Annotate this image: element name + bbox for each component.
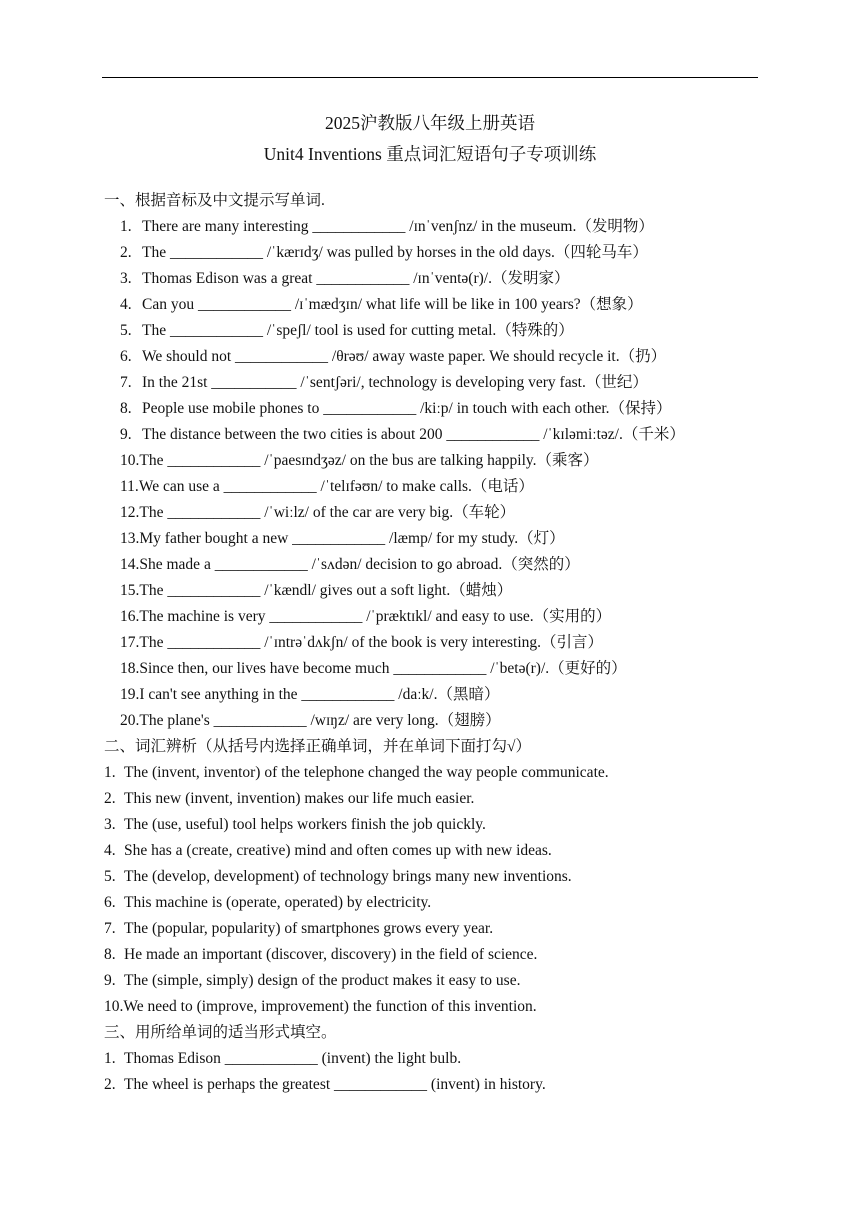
exercise-item: 11.We can use a ____________ /ˈtelɪfəʊn/ to make calls.（电话） [120, 478, 534, 495]
exercise-item: 1. Thomas Edison ____________ (invent) the light bulb. [104, 1050, 462, 1067]
exercise-item: 4. She has a (create, creative) mind and often comes up with new ideas. [104, 842, 552, 859]
exercise-item: 4. Can you ____________ /ɪˈmædʒɪn/ what life will be like in 100 years?（想象） [120, 296, 643, 313]
exercise-item: 2. The wheel is perhaps the greatest ____________ (invent) in history. [104, 1076, 546, 1093]
document-title: 2025沪教版八年级上册英语 [325, 113, 535, 133]
exercise-item: 17.The ____________ /ˈɪntrəˈdʌkʃn/ of the book is very interesting.（引言） [120, 634, 604, 651]
exercise-item: 6. We should not ____________ /θrəʊ/ away waste paper. We should recycle it.（扔） [120, 348, 667, 365]
section1-heading: 一、根据音标及中文提示写单词. [104, 192, 325, 209]
exercise-item: 16.The machine is very ____________ /ˈpræktɪkl/ and easy to use.（实用的） [120, 608, 612, 625]
exercise-item: 7. The (popular, popularity) of smartphones grows every year. [104, 920, 494, 937]
exercise-item: 14.She made a ____________ /ˈsʌdən/ decision to go abroad.（突然的） [120, 556, 580, 573]
exercise-item: 3. Thomas Edison was a great ____________ /ɪnˈventə(r)/.（发明家） [120, 270, 570, 287]
document-subtitle: Unit4 Inventions 重点词汇短语句子专项训练 [263, 144, 597, 164]
exercise-item: 13.My father bought a new ____________ /læmp/ for my study.（灯） [120, 530, 565, 547]
header-rule [102, 77, 758, 78]
exercise-item: 9. The (simple, simply) design of the product makes it easy to use. [104, 972, 521, 989]
exercise-item: 8. People use mobile phones to ____________ /kiːp/ in touch with each other.（保持） [120, 400, 672, 417]
exercise-item: 5. The ____________ /ˈspeʃl/ tool is used for cutting metal.（特殊的） [120, 322, 574, 339]
exercise-item: 3. The (use, useful) tool helps workers finish the job quickly. [104, 816, 486, 833]
exercise-item: 1. The (invent, inventor) of the telephone changed the way people communicate. [104, 764, 609, 781]
exercise-item: 6. This machine is (operate, operated) by electricity. [104, 894, 432, 911]
exercise-item: 7. In the 21st ___________ /ˈsentʃəri/, technology is developing very fast.（世纪） [120, 374, 648, 391]
section2-heading: 二、词汇辨析（从括号内选择正确单词，并在单词下面打勾√） [104, 738, 532, 755]
exercise-item: 15.The ____________ /ˈkændl/ gives out a soft light.（蜡烛） [120, 582, 513, 599]
exercise-item: 10.The ____________ /ˈpaesɪndʒəz/ on the bus are talking happily.（乘客） [120, 452, 599, 469]
exercise-item: 18.Since then, our lives have become much ____________ /ˈbetə(r)/.（更好的） [120, 660, 627, 677]
exercise-item: 8. He made an important (discover, discovery) in the field of science. [104, 946, 538, 963]
exercise-item: 5. The (develop, development) of technology brings many new inventions. [104, 868, 572, 885]
exercise-item: 2. The ____________ /ˈkærɪdʒ/ was pulled by horses in the old days.（四轮马车） [120, 244, 648, 261]
section3-heading: 三、用所给单词的适当形式填空。 [104, 1024, 337, 1041]
exercise-item: 1. There are many interesting ____________ /ɪnˈvenʃnz/ in the museum.（发明物） [120, 218, 654, 235]
exercise-item: 20.The plane's ____________ /wɪŋz/ are very long.（翅膀） [120, 712, 501, 729]
exercise-item: 9. The distance between the two cities is about 200 ____________ /ˈkɪləmiːtəz/.（千米） [120, 426, 685, 443]
exercise-item: 19.I can't see anything in the ____________ /daːk/.（黑暗） [120, 686, 500, 703]
exercise-item: 10.We need to (improve, improvement) the function of this invention. [104, 998, 537, 1015]
exercise-item: 2. This new (invent, invention) makes our life much easier. [104, 790, 475, 807]
exercise-item: 12.The ____________ /ˈwiːlz/ of the car are very big.（车轮） [120, 504, 516, 521]
